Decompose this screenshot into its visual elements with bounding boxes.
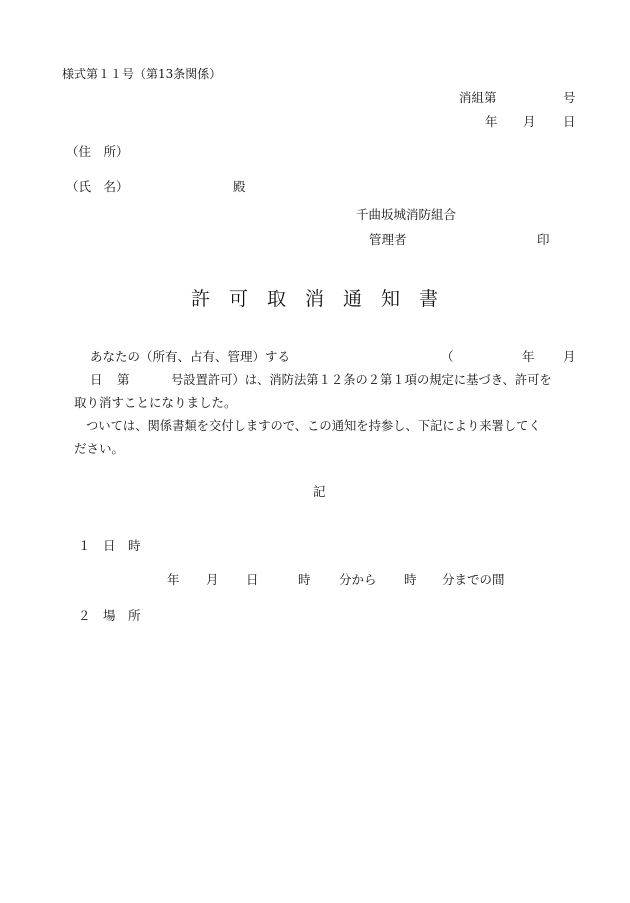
item1-month: 月	[206, 572, 219, 587]
body-line5: ださい。	[74, 441, 125, 456]
date-month: 月	[523, 114, 536, 129]
body-line2-no: 第	[117, 372, 130, 387]
body-line1-a: あなたの（所有、占有、管理）する	[90, 349, 291, 364]
item1-hour2: 時	[404, 572, 417, 587]
item1-day: 日	[246, 572, 259, 587]
body-line1-year: 年	[522, 349, 535, 364]
body-line3: 取り消すことになりました。	[74, 395, 237, 410]
date-year: 年	[485, 114, 498, 129]
body-line4: ついては、関係書類を交付しますので、この通知を持参し、下記により来署してく	[86, 419, 541, 433]
date-day: 日	[563, 114, 576, 129]
body-line1-month: 月	[563, 349, 576, 364]
body-line1-b: （	[441, 349, 454, 364]
issuer-seal: 印	[537, 232, 550, 247]
doc-number-prefix: 消組第	[459, 90, 497, 105]
body-line2-rest: 号設置許可）は、消防法第１２条の２第１項の規定に基づき、許可を	[171, 373, 552, 387]
item2-label: ２ 場 所	[78, 608, 141, 623]
item1-year: 年	[167, 572, 180, 587]
item1-label: １ 日 時	[78, 538, 141, 553]
recipient-honorific: 殿	[233, 179, 246, 194]
recipient-name-label: （氏 名）	[66, 179, 129, 194]
item1-min2: 分までの間	[442, 572, 505, 587]
issuer-organization: 千曲坂城消防組合	[356, 207, 457, 222]
form-number: 様式第１１号（第13条関係）	[62, 67, 222, 81]
item1-hour1: 時	[298, 572, 311, 587]
document-title: 許 可 取 消 通 知 書	[191, 288, 439, 310]
doc-number-suffix: 号	[563, 90, 576, 105]
recipient-address-label: （住 所）	[66, 144, 129, 159]
item1-min1: 分から	[339, 572, 377, 587]
body-line2-day: 日	[90, 372, 103, 387]
ki-heading: 記	[313, 484, 326, 499]
issuer-manager: 管理者	[369, 232, 407, 247]
